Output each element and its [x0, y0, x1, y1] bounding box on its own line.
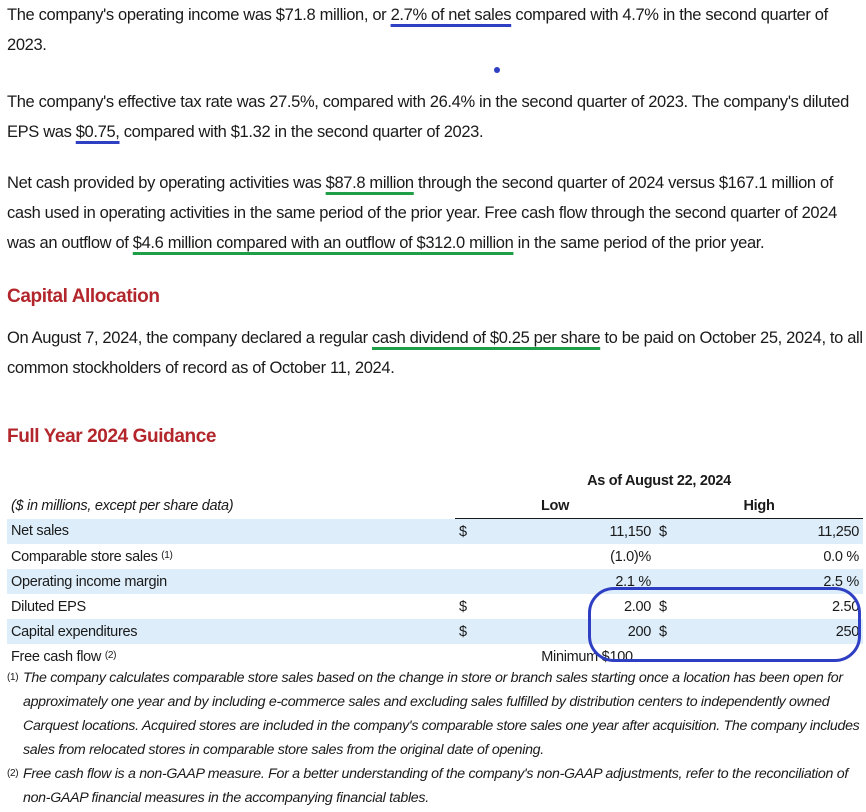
p2-highlight: $0.75,: [75, 123, 120, 141]
units-note: ($ in millions, except per share data): [11, 497, 234, 514]
dividend-paragraph: [7, 323, 863, 383]
operating-income-paragraph: [7, 0, 863, 60]
footnote-mark: (1): [7, 672, 19, 683]
value-low: 200: [487, 619, 655, 644]
footnote-ref: (1): [161, 549, 173, 561]
cash-flow-paragraph: [7, 168, 863, 258]
value-high: 2.5 %: [687, 569, 863, 594]
p3-text-before: Net cash provided by operating activities was: [7, 174, 326, 192]
annotation-dot: [494, 67, 500, 73]
row-label-text: Comparable store sales: [11, 548, 158, 565]
col-high-header: High: [655, 493, 863, 519]
p4-text-before: On August 7, 2024, the company declared a regular: [7, 329, 372, 347]
currency-high: $: [655, 519, 687, 545]
row-label: Operating income margin: [7, 569, 455, 594]
footnote-text: Free cash flow is a non-GAAP measure. For a better understanding of the company's non-GAAP adjustments, refer to the reconciliation of non-GAAP financial measures in the accompanying financial tables.: [23, 766, 848, 806]
value-low: 11,150: [487, 519, 655, 545]
value-high: 2.50: [831, 598, 859, 615]
p1-text-after: compared with 4.7% in the second quarter of 2023.: [7, 6, 828, 54]
p2-text-after: compared with $1.32 in the second quarter of 2023.: [119, 123, 484, 141]
capital-allocation-heading: Capital Allocation: [7, 286, 160, 307]
footnote-text: The company calculates comparable store sales based on the change in store or branch sales starting once a location has been open for approximately one year and by including e-commerce sales and excluding sales fulfilled by distribution centers to independently owned Carquest locations. Acquired stores are included in the company's comparable store sales one year after acquisition. The company includes sales from relocated stores in comparable store sales from the original date of opening.: [23, 670, 860, 758]
currency-high: $: [659, 598, 667, 615]
annotation-circle: [588, 587, 861, 662]
row-label: Capital expenditures: [7, 619, 455, 644]
currency-low: $: [455, 519, 487, 545]
currency-low: $: [455, 619, 487, 644]
as-of-date: As of August 22, 2024: [587, 472, 731, 489]
row-label-text: Free cash flow: [11, 648, 102, 665]
footnotes: [7, 666, 863, 810]
row-label: [7, 544, 455, 569]
value-high: 250: [687, 619, 863, 644]
table-header-asof: [7, 468, 863, 493]
p1-highlight: 2.7% of net sales: [390, 6, 512, 24]
p2-text-before: The company's effective tax rate was 27.5%, compared with 26.4% in the second quarter of 2023. The company's diluted EPS was: [7, 93, 849, 141]
table-header-columns: [7, 493, 863, 519]
footnote-ref: (2): [104, 649, 117, 661]
value-high: 11,250: [687, 519, 863, 545]
p3-highlight-1: $87.8 million: [325, 174, 414, 192]
currency-high: $: [655, 619, 687, 644]
row-label: Diluted EPS: [11, 598, 86, 615]
value-low: (1.0)%: [610, 548, 651, 565]
p3-text-middle: through the second quarter of 2024 versus $167.1 million of cash used in operating activities in the same period of the prior year. Free cash flow through the second quarter of 2024 was an outflow of: [7, 174, 837, 252]
p4-text-after: to be paid on October 25, 2024, to all common stockholders of record as of October 11, 2024.: [7, 329, 863, 377]
p4-highlight: cash dividend of $0.25 per share: [372, 329, 601, 347]
value-low: 2.00: [623, 598, 651, 615]
col-low-header: Low: [455, 493, 655, 519]
row-label: Net sales: [7, 519, 455, 545]
table-row: [7, 544, 863, 569]
currency-low: $: [459, 598, 467, 615]
value-low: 2.1 %: [487, 569, 655, 594]
footnote-1: [7, 666, 863, 762]
table-row: [7, 519, 863, 545]
currency-low: [455, 544, 487, 569]
currency-high: [655, 544, 687, 569]
footnote-mark: (2): [7, 768, 19, 779]
p3-text-after: in the same period of the prior year.: [513, 234, 765, 252]
p1-text-before: The company's operating income was $71.8 million, or: [7, 6, 391, 24]
currency-low: [455, 569, 487, 594]
footnote-2: [7, 762, 863, 810]
tax-rate-paragraph: [7, 87, 863, 147]
guidance-heading: Full Year 2024 Guidance: [7, 426, 217, 447]
value-span: Minimum $100: [541, 648, 633, 665]
value-high: 0.0 %: [823, 548, 859, 565]
p3-highlight-2: $4.6 million compared with an outflow of $312.0 million: [132, 234, 514, 252]
